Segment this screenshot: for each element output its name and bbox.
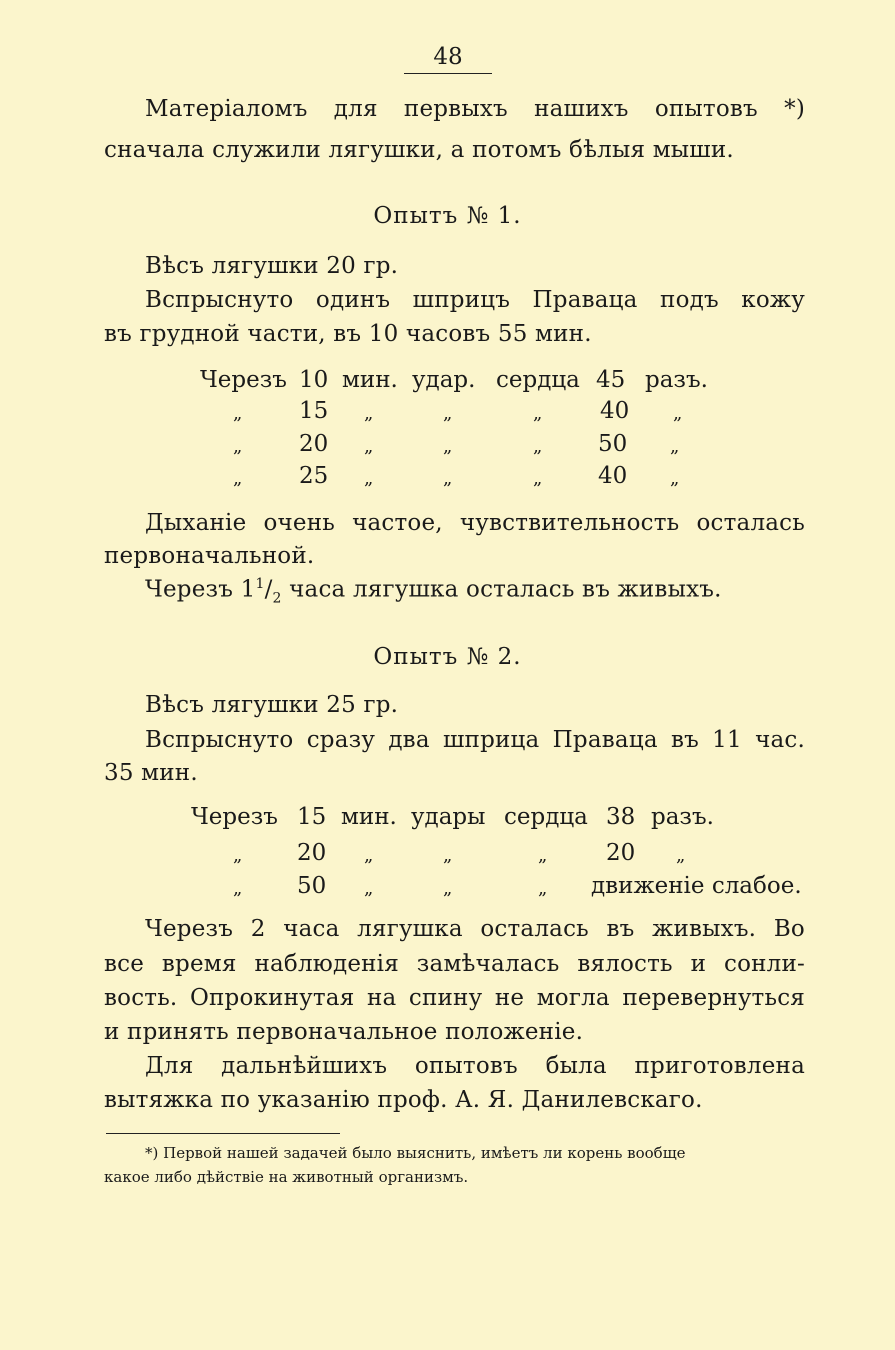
experiment-2-heading: Опытъ № 2.: [373, 644, 522, 670]
ditto-mark: „: [670, 436, 680, 457]
table-cell: 15: [297, 804, 327, 830]
ditto-mark: „: [233, 845, 243, 866]
exp1-result-text: часа лягушка осталась въ живыхъ.: [281, 576, 722, 603]
exp1-result: Черезъ $1^1/_2$ часа лягушка осталась въ живыхъ.: [145, 576, 722, 607]
ditto-mark: „: [443, 845, 453, 866]
table-cell: разъ.: [645, 367, 708, 393]
table-cell: сердца: [496, 367, 580, 393]
table-cell: мин.: [341, 804, 397, 830]
page-number: 48: [433, 44, 463, 70]
table-cell: 50: [598, 431, 628, 457]
exp2-result-line-1: Черезъ 2 часа лягушка осталась въ живыхъ. Во: [145, 916, 805, 942]
table-cell: 40: [598, 463, 628, 489]
table-cell: Черезъ: [200, 367, 287, 393]
ditto-mark: „: [676, 845, 686, 866]
ditto-mark: „: [443, 436, 453, 457]
exp2-result-line-2: все время наблюденія замѣчалась вялость и сонли-: [104, 951, 805, 977]
ditto-mark: „: [364, 403, 374, 424]
next-experiments-line-2: вытяжка по указанію проф. А. Я. Данилевскаго.: [104, 1087, 703, 1113]
ditto-mark: „: [533, 468, 543, 489]
table-cell: 20: [297, 840, 327, 866]
ditto-mark: „: [233, 436, 243, 457]
exp2-injection-line-1: Вспрыснуто сразу два шприца Праваца въ 11 час.: [145, 727, 805, 753]
table-cell: разъ.: [651, 804, 714, 830]
exp1-weight: Вѣсъ лягушки 20 гр.: [145, 253, 399, 279]
experiment-1-heading: Опытъ № 1.: [373, 203, 522, 229]
ditto-mark: „: [233, 403, 243, 424]
ditto-mark: „: [443, 468, 453, 489]
table-cell: 45: [596, 367, 626, 393]
exp1-injection-line-2: въ грудной части, въ 10 часовъ 55 мин.: [104, 321, 592, 347]
exp2-result-line-3: вость. Опрокинутая на спину не могла перевернуться: [104, 985, 805, 1011]
exp2-injection-line-2: 35 мин.: [104, 760, 198, 786]
ditto-mark: „: [533, 436, 543, 457]
ditto-mark: „: [233, 468, 243, 489]
table-cell: 20: [299, 431, 329, 457]
exp2-weight: Вѣсъ лягушки 25 гр.: [145, 692, 399, 718]
next-experiments-line-1: Для дальнѣйшихъ опытовъ была приготовлена: [145, 1053, 805, 1079]
ditto-mark: „: [538, 845, 548, 866]
footnote-line-2: какое либо дѣйствіе на животный организмъ.: [104, 1168, 469, 1186]
table-cell: 38: [606, 804, 636, 830]
table-cell: 25: [299, 463, 329, 489]
ditto-mark: „: [364, 468, 374, 489]
table-cell: 10: [299, 367, 329, 393]
table-cell: 20: [606, 840, 636, 866]
table-cell: 40: [600, 398, 630, 424]
ditto-mark: „: [538, 878, 548, 899]
ditto-mark: „: [443, 403, 453, 424]
intro-line-1: Матеріаломъ для первыхъ нашихъ опытовъ *): [145, 96, 805, 122]
table-cell: удар.: [412, 367, 476, 393]
table-cell: сердца: [504, 804, 588, 830]
fraction-numerator: 1: [255, 576, 265, 592]
exp1-breathing-line-1: Дыханіе очень частое, чувствительность осталась: [145, 510, 805, 536]
table-cell: удары: [411, 804, 486, 830]
ditto-mark: „: [364, 436, 374, 457]
table-cell: мин.: [342, 367, 398, 393]
footnote-line-1: *) Первой нашей задачей было выяснить, имѣетъ ли корень вообще: [145, 1144, 686, 1162]
table-cell: Черезъ: [191, 804, 278, 830]
fraction-denominator: 2: [272, 590, 282, 607]
table-cell: движеніе слабое.: [591, 873, 802, 899]
table-cell: 15: [299, 398, 329, 424]
ditto-mark: „: [673, 403, 683, 424]
ditto-mark: „: [443, 878, 453, 899]
exp1-breathing-line-2: первоначальной.: [104, 543, 315, 569]
exp1-injection-line-1: Вспрыснуто одинъ шприцъ Праваца подъ кожу: [145, 287, 805, 313]
intro-line-2: сначала служили лягушки, а потомъ бѣлыя мыши.: [104, 137, 734, 163]
ditto-mark: „: [364, 845, 374, 866]
ditto-mark: „: [233, 878, 243, 899]
ditto-mark: „: [364, 878, 374, 899]
footnote-rule: [106, 1133, 340, 1134]
table-cell: 50: [297, 873, 327, 899]
ditto-mark: „: [533, 403, 543, 424]
ditto-mark: „: [670, 468, 680, 489]
exp2-result-line-4: и принять первоначальное положеніе.: [104, 1019, 584, 1045]
page-number-rule: [404, 73, 492, 74]
